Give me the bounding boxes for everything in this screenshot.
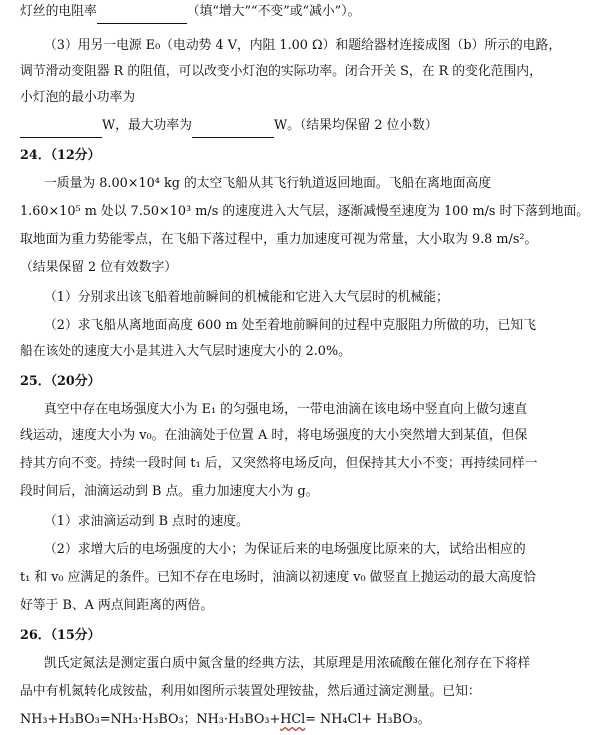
max-power-blank[interactable] [192,121,274,138]
q25-line-4: 段时间后，油滴运动到 B 点。重力加速度大小为 g。 [20,484,319,499]
q24-line-1: 一质量为 8.00×10⁴ kg 的太空飞船从其飞行轨道返回地面。飞船在离地面高度 [44,176,492,191]
part3-line-3: 小灯泡的最小功率为 [20,90,136,105]
q24-line-3: 取地面为重力势能零点，在飞船下落过程中，重力加速度可视为常量，大小取为 9.8 m/s²。 [20,232,538,247]
filament-resistivity-line [20,0,529,24]
hcl-term: HCl [280,712,306,727]
part3-line-2: 调节滑动变阻器 R 的阻值，可以改变小灯泡的实际功率。闭合开关 S，在 R 的变化范围内， [20,64,542,79]
text: W。（结果均保留 2 位小数） [273,118,438,133]
q24-subquestion-1: （1）分别求出该飞船着地前瞬间的机械能和它进入大气层时的机械能； [44,290,449,305]
q24-line-7: 船在该处的速度大小是其进入大气层时速度大小的 2.0%。 [20,344,351,359]
q25-line-2: 线运动，速度大小为 v₀。在油滴处于位置 A 时，将电场强度的大小突然增大到某值，但保 [20,428,528,443]
min-power-blank[interactable] [20,121,102,138]
q25-line-7: t₁ 和 v₀ 应满足的条件。已知不存在电场时，油滴以初速度 v₀ 做竖直上抛运动的最大高度恰 [20,570,537,585]
equation-text: NH₃+H₃BO₃=NH₃·H₃BO₃；NH₃·H₃BO₃+ [20,712,281,727]
text: （填“增大”“不变”或“减小”）。 [186,4,361,19]
q26-equation-line [20,708,529,732]
question-26-heading: 26．（15分） [20,628,101,643]
q25-subquestion-2: （2）求增大后的电场强度的大小；为保证后来的电场强度比原来的大，试给出相应的 [44,542,526,557]
q24-subquestion-2: （2）求飞船从离地面高度 600 m 处至着地前瞬间的过程中克服阻力所做的功，已知飞 [44,318,536,333]
q24-line-2: 1.60×10⁵ m 处以 7.50×10³ m/s 的速度进入大气层，逐渐减慢至速度为 100 m/s 时下落到地面。 [20,204,589,219]
q25-line-1: 真空中存在电场强度大小为 E₁ 的匀强电场，一带电油滴在该电场中竖直向上做匀速直 [44,402,528,417]
part3-line-1: （3）用另一电源 E₀（电动势 4 V，内阻 1.00 Ω）和题给器材连接成图（b）所示的电路， [44,38,562,53]
question-24-heading: 24．（12分） [20,148,101,163]
q25-line-8: 好等于 B、A 两点间距离的两倍。 [20,598,214,613]
answer-blank[interactable] [97,7,187,24]
question-25-heading: 25．（20分） [20,374,101,389]
text: W，最大功率为 [102,118,192,133]
q25-line-3: 持其方向不变。持续一段时间 t₁ 后，又突然将电场反向，但保持其大小不变；再持续同样一 [20,456,538,471]
text: 灯丝的电阻率 [20,4,97,19]
q26-line-1: 凯氏定氮法是测定蛋白质中氮含量的经典方法，其原理是用浓硫酸在催化剂存在下将样 [44,656,531,671]
power-answer-line [20,114,529,138]
q25-subquestion-1: （1）求油滴运动到 B 点时的速度。 [44,514,249,529]
q26-line-2: 品中有机氮转化成铵盐，利用如图所示装置处理铵盐，然后通过滴定测量。已知： [20,684,481,699]
equation-text: = NH₄Cl+ H₃BO₃。 [305,712,431,727]
q24-line-4: （结果保留 2 位有效数字） [20,260,178,275]
